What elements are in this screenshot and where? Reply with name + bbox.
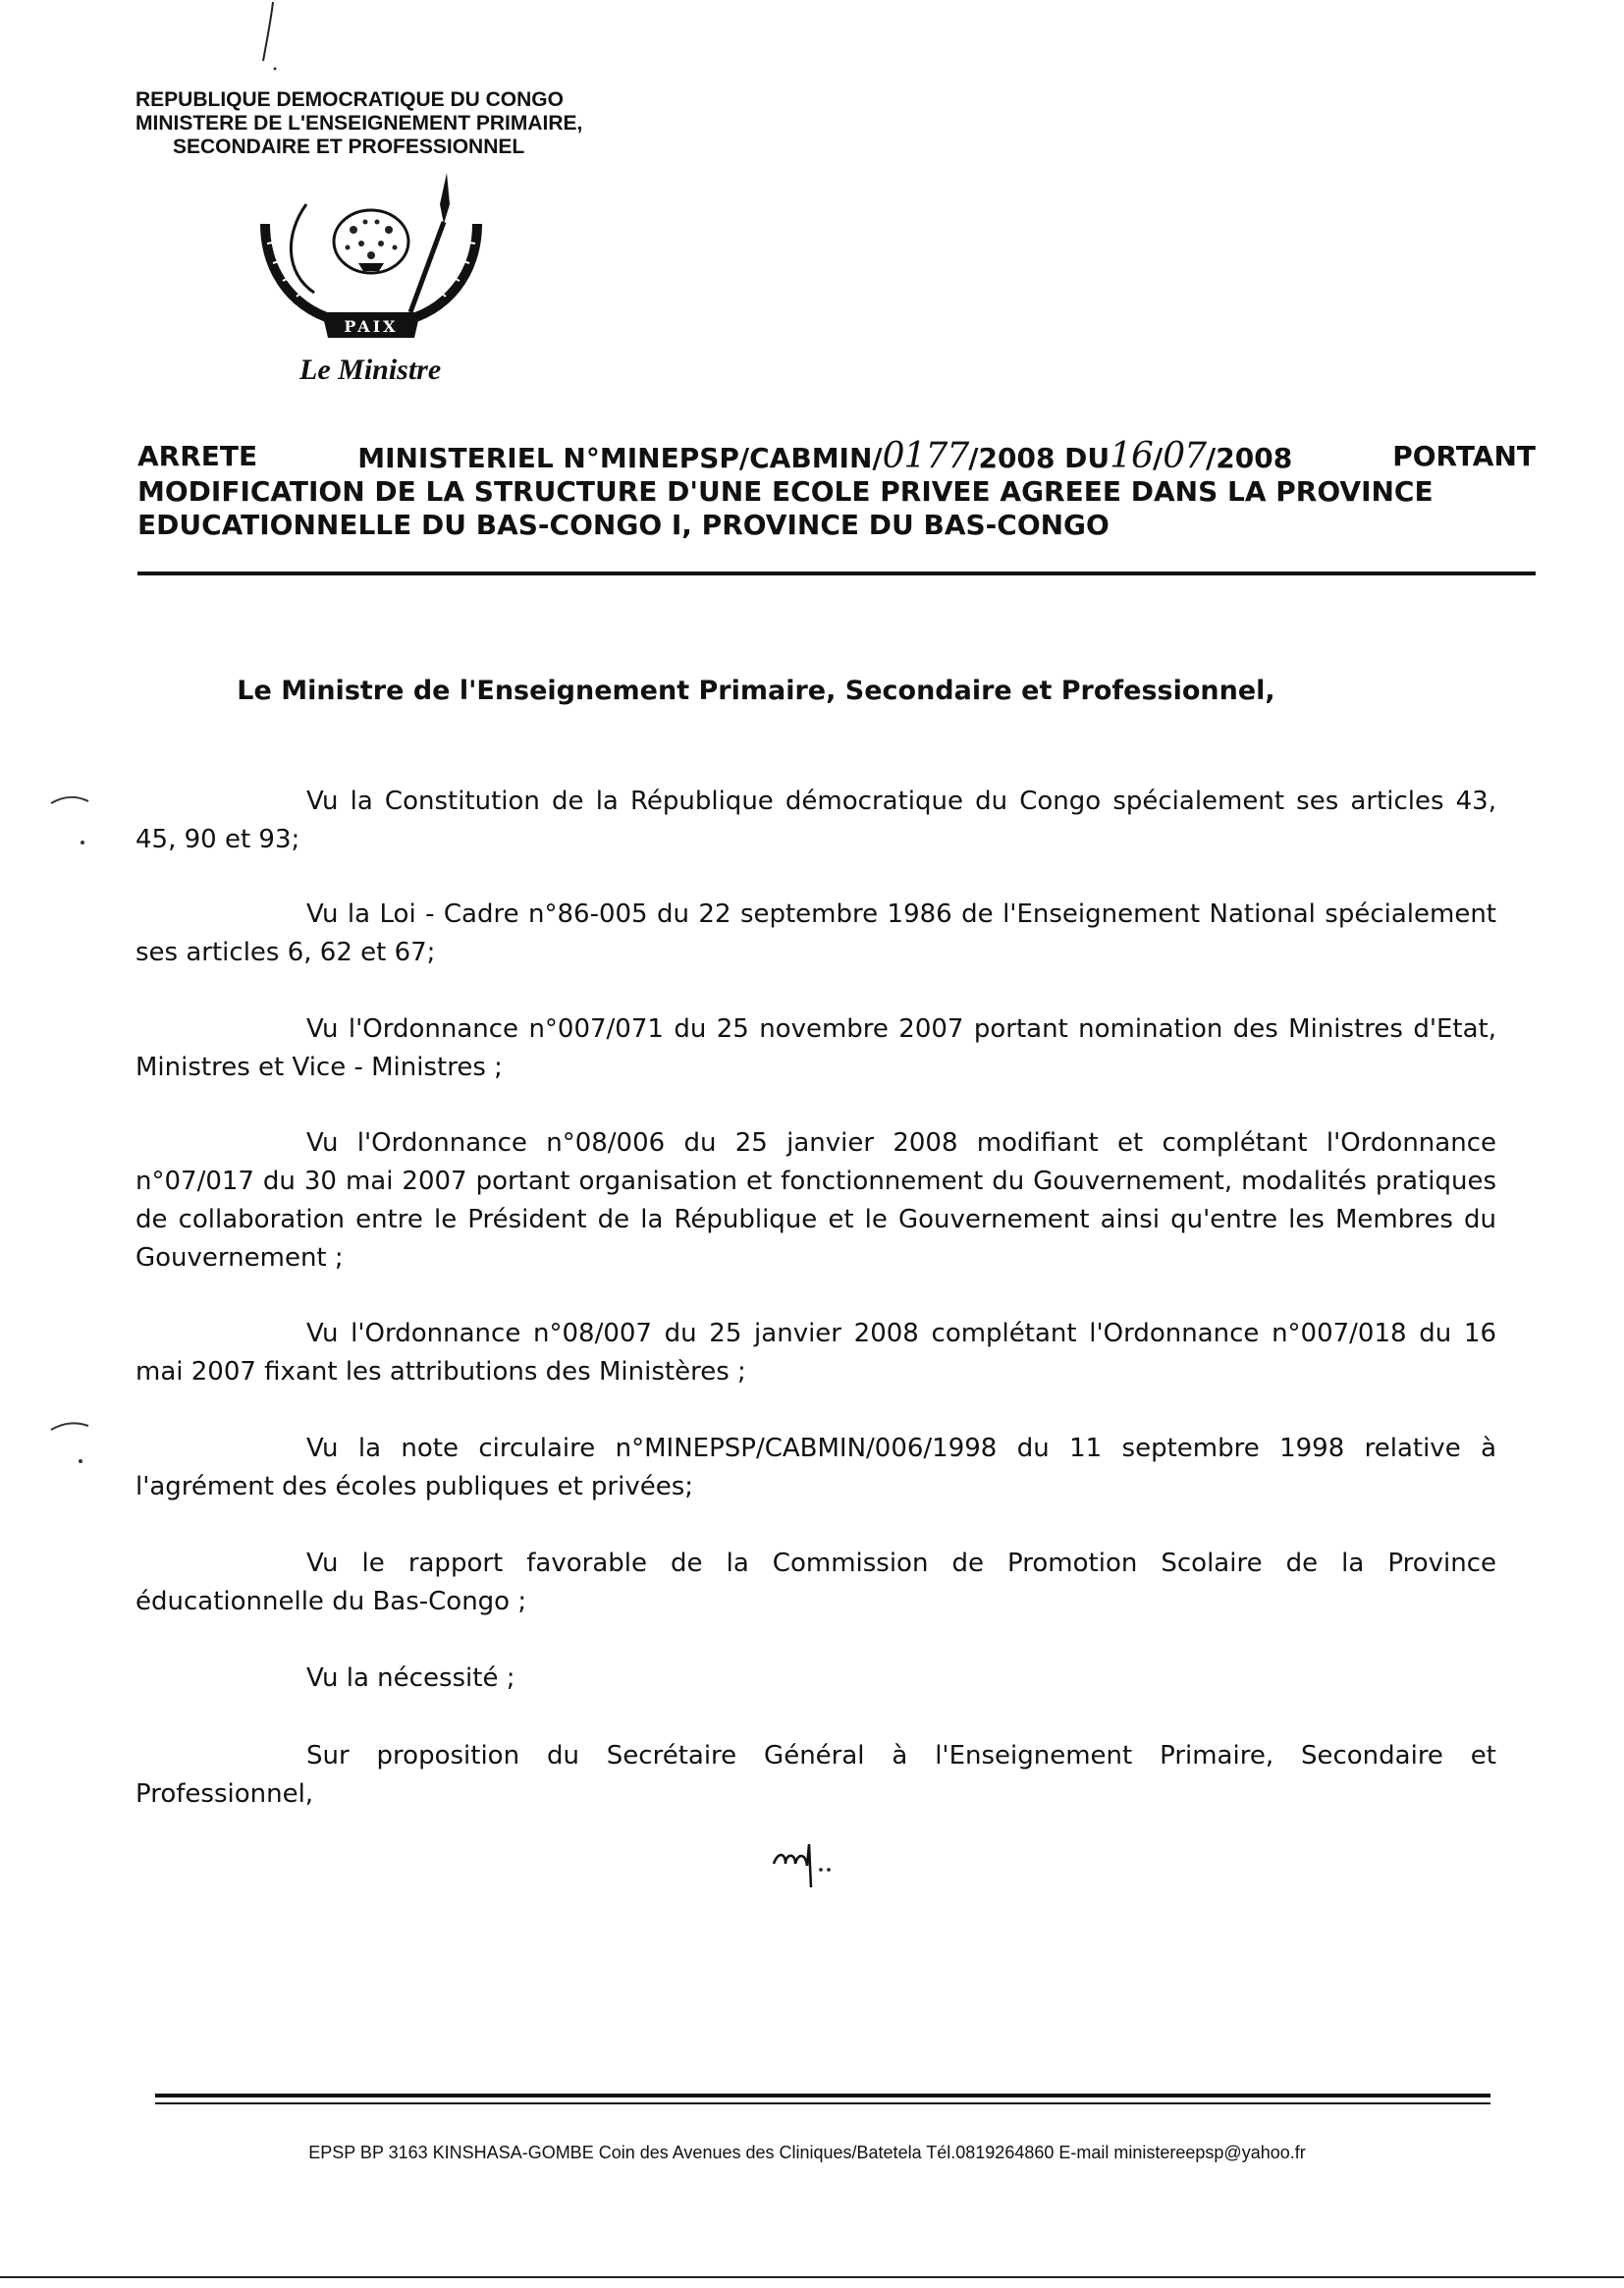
margin-scan-mark <box>47 1416 96 1475</box>
emblem-motto: PAIX <box>344 317 399 336</box>
paragraph-ordonnance-006: Vu l'Ordonnance n°08/006 du 25 janvier 2008 modifiant et complétant l'Ordonnance n°07/017 du 30 mai 2007 portant organisation et fonctionnement du Gouvernement, modalités pratiques de collaboration entre le Président de la République et le Gouvernement ainsi qu'entre les Membres du Gouvernement ; <box>135 1128 1496 1273</box>
handwritten-number: 0177 <box>882 436 969 476</box>
paragraph-ordonnance-071: Vu l'Ordonnance n°007/071 du 25 novembre 2007 portant nomination des Ministres d'Etat, Ministres et Vice - Ministres ; <box>135 1014 1496 1082</box>
coat-of-arms-emblem <box>245 165 501 352</box>
paragraph-constitution: Vu la Constitution de la République démocratique du Congo spécialement ses articles 43, 45, 90 et 93; <box>135 787 1496 854</box>
title-reference: MINISTERIEL N°MINEPSP/CABMIN/0177/2008 DU16/07/2008 <box>357 436 1293 476</box>
issuer-header <box>135 88 725 159</box>
stray-pen-mark <box>245 0 285 79</box>
paragraph-ordonnance-007: Vu l'Ordonnance n°08/007 du 25 janvier 2008 complétant l'Ordonnance n°007/018 du 16 mai 2007 fixant les attributions des Ministères ; <box>135 1319 1496 1387</box>
margin-scan-mark <box>47 791 96 850</box>
title-line-2: MODIFICATION DE LA STRUCTURE D'UNE ECOLE PRIVEE AGREEE DANS LA PROVINCE <box>137 475 1434 508</box>
handwritten-day: 16 <box>1110 436 1153 476</box>
paragraph-necessite: Vu la nécessité ; <box>306 1663 515 1693</box>
footer-rule-thin <box>155 2102 1490 2104</box>
footer-rule-thick <box>155 2094 1490 2097</box>
header-ministry-cont: SECONDAIRE ET PROFESSIONNEL <box>173 136 525 158</box>
paragraph-loi-cadre: Vu la Loi - Cadre n°86-005 du 22 septembre 1986 de l'Enseignement National spécialement ses articles 6, 62 et 67; <box>135 899 1496 967</box>
header-country: REPUBLIQUE DEMOCRATIQUE DU CONGO <box>135 88 564 111</box>
minister-signature-line: Le Ministre <box>299 354 442 386</box>
paragraph-rapport: Vu le rapport favorable de la Commission de Promotion Scolaire de la Province éducationnelle du Bas-Congo ; <box>135 1549 1496 1616</box>
title-portant: PORTANT <box>1392 440 1536 472</box>
title-line-1 <box>137 436 1536 476</box>
handwritten-initials <box>768 1834 846 1893</box>
minister-preamble-heading: Le Ministre de l'Enseignement Primaire, Secondaire et Professionnel, <box>237 676 1275 706</box>
title-underline-rule <box>137 572 1536 575</box>
ministry-contact-footer: EPSP BP 3163 KINSHASA-GOMBE Coin des Avenues des Cliniques/Batetela Tél.0819264860 E-mail ministereepsp@yahoo.fr <box>308 2143 1306 2162</box>
paragraph-note-circulaire: Vu la note circulaire n°MINEPSP/CABMIN/006/1998 du 11 septembre 1998 relative à l'agrément des écoles publiques et privées; <box>135 1434 1496 1501</box>
title-arrete: ARRETE <box>137 440 258 472</box>
paragraph-proposition: Sur proposition du Secrétaire Général à l'Enseignement Primaire, Secondaire et Professionnel, <box>135 1741 1496 1809</box>
decree-title <box>137 436 1536 542</box>
title-line-3: EDUCATIONNELLE DU BAS-CONGO I, PROVINCE DU BAS-CONGO <box>137 509 1110 541</box>
handwritten-month: 07 <box>1163 436 1207 476</box>
scan-edge-line <box>0 2276 1624 2278</box>
header-ministry: MINISTERE DE L'ENSEIGNEMENT PRIMAIRE, <box>135 112 583 135</box>
